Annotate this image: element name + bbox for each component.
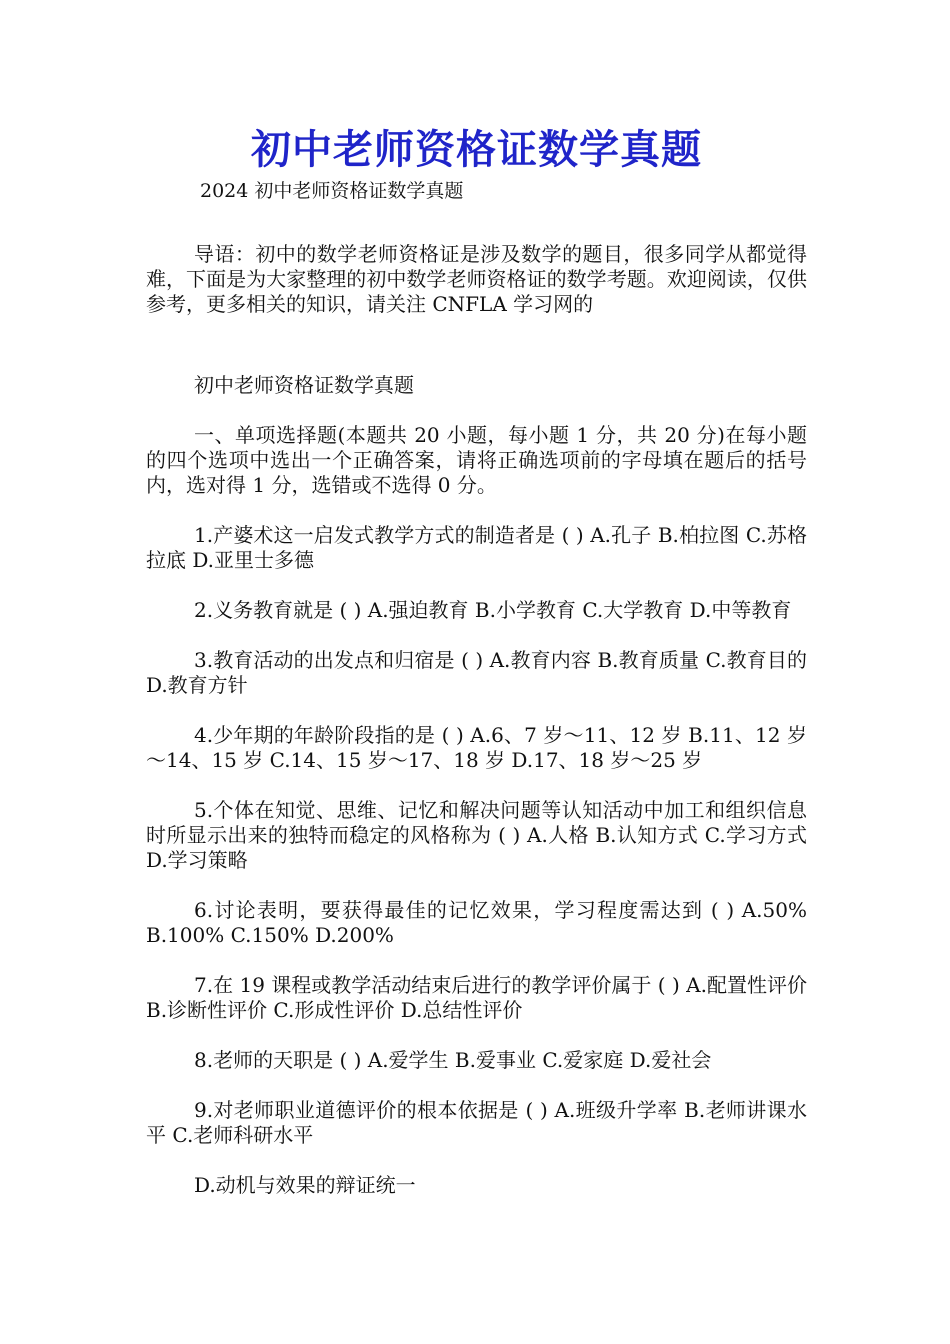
question-item: 5.个体在知觉、思维、记忆和解决问题等认知活动中加工和组织信息时所显示出来的独特而稳定的风格称为 ( ) A.人格 B.认知方式 C.学习方式 D.学习策略 xyxy=(146,798,807,872)
section-heading: 初中老师资格证数学真题 xyxy=(194,373,414,397)
question-item: 8.老师的天职是 ( ) A.爱学生 B.爱事业 C.爱家庭 D.爱社会 xyxy=(194,1048,712,1072)
document-title: 初中老师资格证数学真题 xyxy=(251,126,702,173)
document-subtitle: 2024 初中老师资格证数学真题 xyxy=(200,180,464,202)
question-item: D.动机与效果的辩证统一 xyxy=(194,1173,416,1197)
question-item: 7.在 19 课程或教学活动结束后进行的教学评价属于 ( ) A.配置性评价 B.诊断性评价 C.形成性评价 D.总结性评价 xyxy=(146,973,807,1022)
section-instructions: 一、单项选择题(本题共 20 小题，每小题 1 分，共 20 分)在每小题的四个选项中选出一个正确答案，请将正确选项前的字母填在题后的括号内，选对得 1 分，选错或不选得 0 分。 xyxy=(146,423,807,497)
question-item: 6.讨论表明，要获得最佳的记忆效果，学习程度需达到 ( ) A.50% B.100% C.150% D.200% xyxy=(146,898,807,947)
question-item: 1.产婆术这一启发式教学方式的制造者是 ( ) A.孔子 B.柏拉图 C.苏格拉底 D.亚里士多德 xyxy=(146,523,807,572)
question-item: 4.少年期的年龄阶段指的是 ( ) A.6、7 岁～11、12 岁 B.11、12 岁～14、15 岁 C.14、15 岁～17、18 岁 D.17、18 岁～25 岁 xyxy=(146,723,807,772)
question-item: 3.教育活动的出发点和归宿是 ( ) A.教育内容 B.教育质量 C.教育目的 D.教育方针 xyxy=(146,648,807,697)
question-item: 9.对老师职业道德评价的根本依据是 ( ) A.班级升学率 B.老师讲课水平 C.老师科研水平 xyxy=(146,1098,807,1147)
question-item: 2.义务教育就是 ( ) A.强迫教育 B.小学教育 C.大学教育 D.中等教育 xyxy=(194,598,792,622)
intro-paragraph: 导语：初中的数学老师资格证是涉及数学的题目，很多同学从都觉得难，下面是为大家整理的初中数学老师资格证的数学考题。欢迎阅读，仅供参考，更多相关的知识，请关注 CNFLA 学习网的 xyxy=(146,242,807,316)
